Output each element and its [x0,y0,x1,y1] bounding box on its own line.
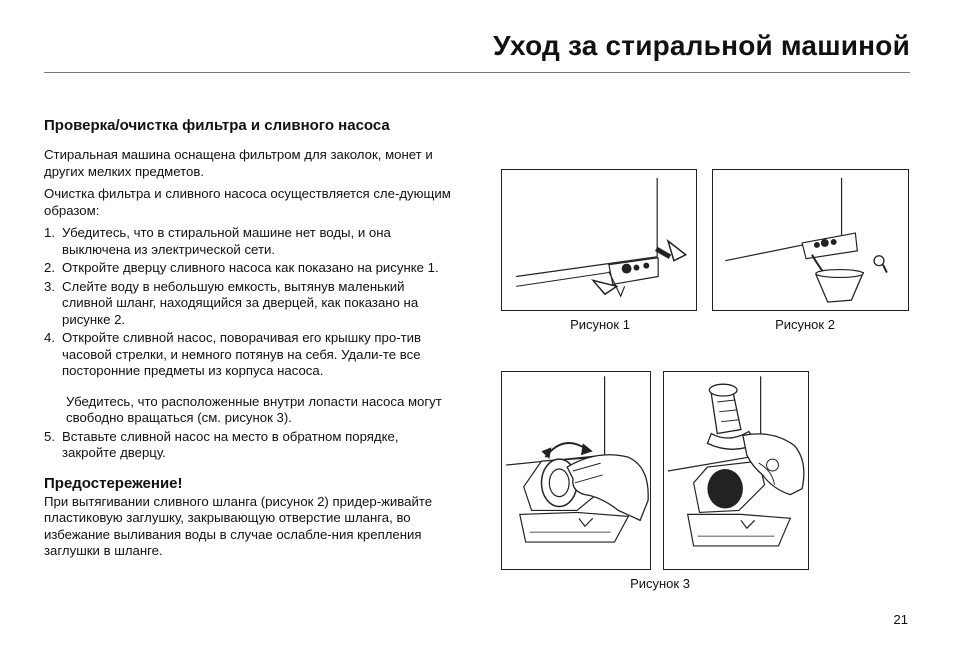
note-paragraph: Убедитесь, что расположенные внутри лопасти насоса могут свободно вращаться (см. рисунок 3). [66,393,442,425]
figure-2-drain-hose [712,169,909,311]
step-item [44,279,454,329]
step-item [44,225,454,258]
section-heading: Проверка/очистка фильтра и сливного насоса [44,117,390,134]
figure-2-illustration [713,170,908,310]
intro-paragraph: Стиральная машина оснащена фильтром для заколок, монет и других мелких предметов. [44,147,433,179]
figure-3-caption: Рисунок 3 [630,576,690,591]
page-number: 21 [893,612,908,627]
step-text: Откройте сливной насос, поворачивая его крышку про-тив часовой стрелки, и немного потянув на себя. Удали-те все посторонние предметы из корпуса насоса. [62,330,421,378]
steps-list-continued [44,429,454,462]
instructions-column [44,118,454,566]
step-text: Вставьте сливной насос на место в обратном порядке, закройте дверцу. [62,428,399,460]
step-text: Откройте дверцу сливного насоса как показано на рисунке 1. [62,260,439,275]
warning-heading: Предостережение! [44,474,183,492]
warning-text: При вытягивании сливного шланга (рисунок 2) придер-живайте пластиковую заглушку, закрывающую отверстие шланга, во избежание выливания воды в случае ослабле-ния крепления заглушки в шланге. [44,493,433,558]
step-text: Слейте воду в небольшую емкость, вытянув маленький сливной шланг, находящийся за дверцей, как показано на рисунке 2. [62,278,419,327]
step-item [44,330,454,380]
step-text: Убедитесь, что в стиральной машине нет воды, и она выключена из электрической сети. [62,225,391,257]
figure-1-illustration [502,170,696,310]
figure-3-pump-cover [501,371,651,570]
step-number: 3. [44,278,55,294]
header-divider [44,72,910,73]
step-number: 4. [44,330,55,345]
figure-3-pump-illustration [664,372,808,569]
step-number: 1. [44,225,55,240]
step-number: 5. [44,428,55,444]
figure-3-cover-illustration [502,372,650,569]
step-number: 2. [44,260,55,275]
figure-2-caption: Рисунок 2 [775,317,835,332]
page-title: Уход за стиральной машиной [493,30,910,61]
lead-paragraph: Очистка фильтра и сливного насоса осуществляется сле-дующим образом: [44,186,451,218]
steps-list [44,225,454,380]
figure-1-drain-door [501,169,697,311]
step-item [44,429,454,462]
figure-3-pump-removed [663,371,809,570]
step-item [44,260,454,277]
figure-1-caption: Рисунок 1 [570,317,630,332]
